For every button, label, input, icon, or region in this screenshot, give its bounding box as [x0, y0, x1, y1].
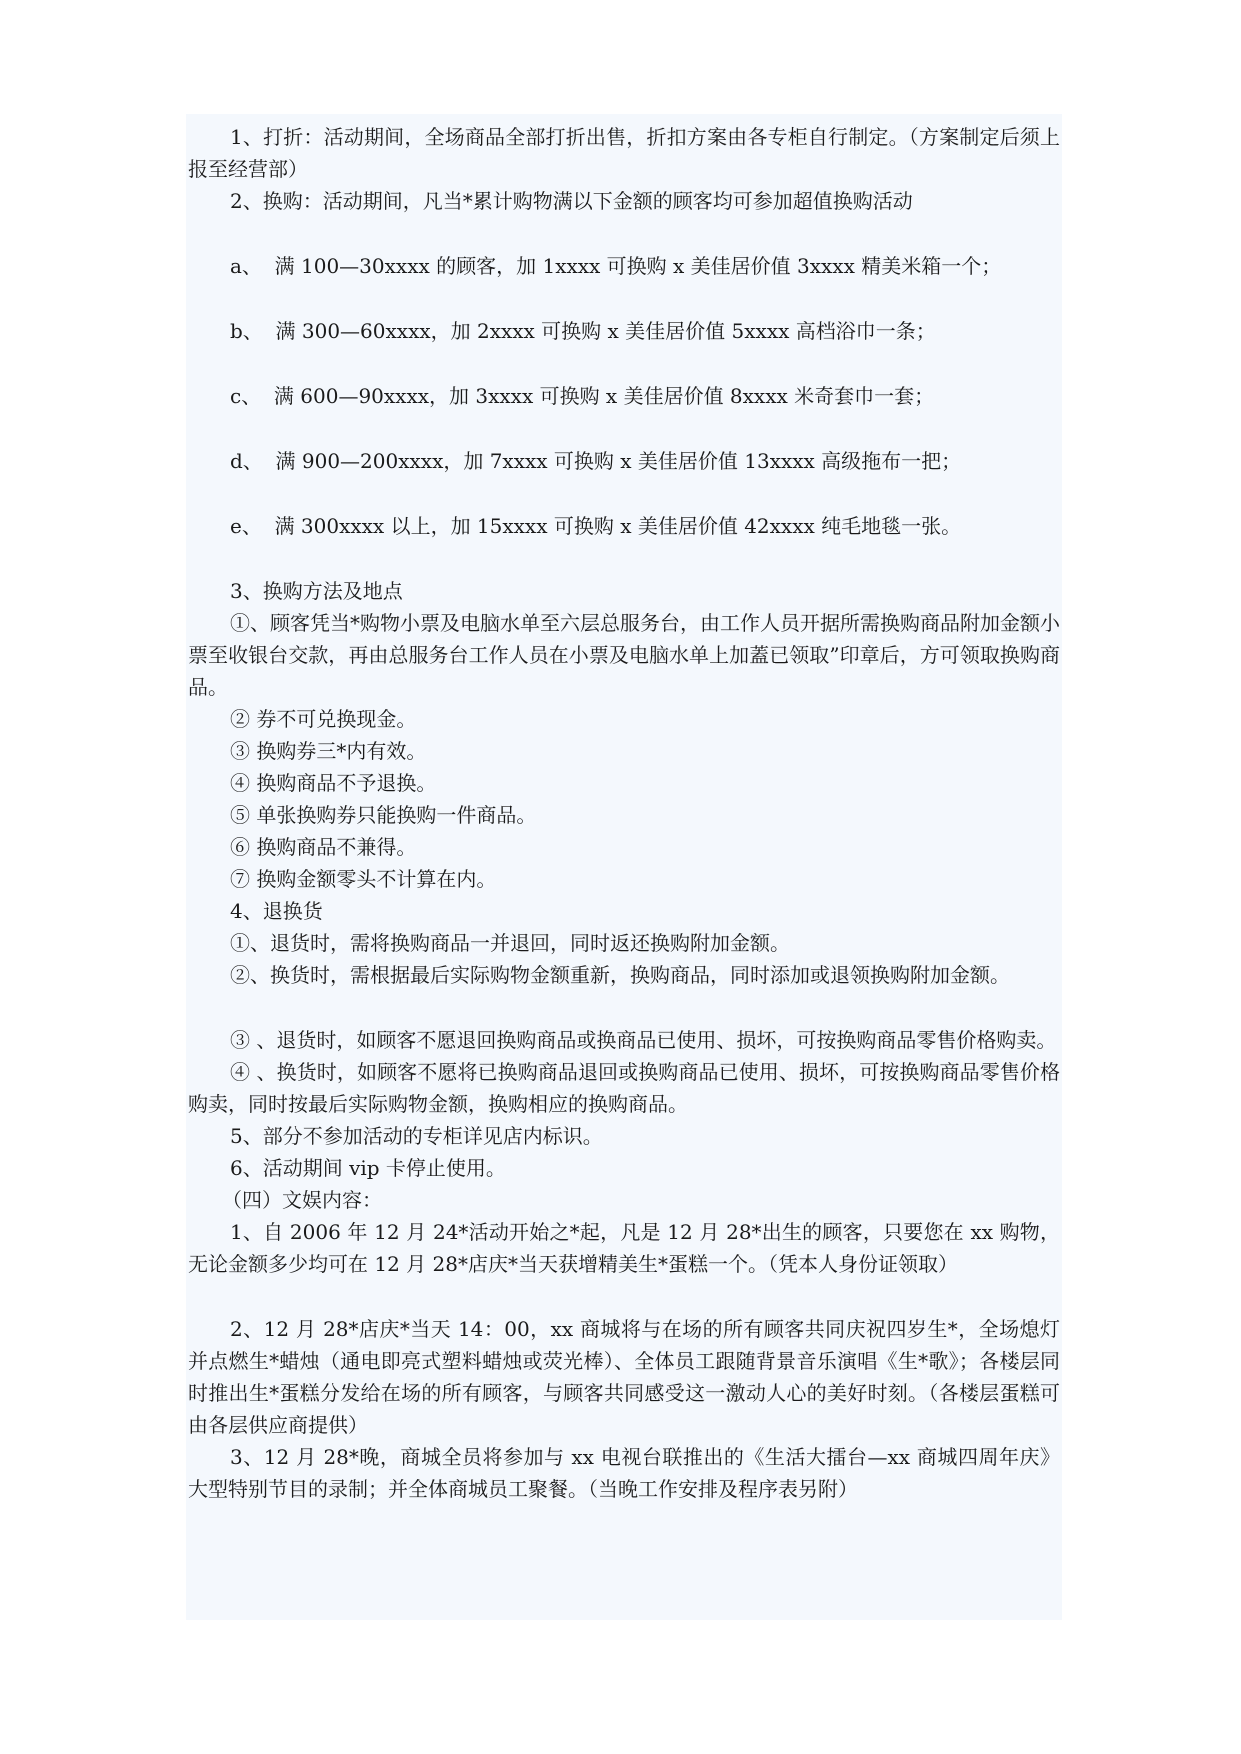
- option-e: [188, 510, 1060, 542]
- section-title-exchange-method: 3、换购方法及地点: [230, 579, 403, 603]
- option-text: 满 300xxxx 以上，加 15xxxx 可换购 x 美佳居价值 42xxxx 纯毛地毯一张。: [274, 514, 962, 538]
- option-marker: c、: [230, 384, 262, 408]
- option-marker: b、: [230, 319, 263, 343]
- rule-item: ⑥ 换购商品不兼得。: [230, 835, 417, 859]
- paragraph-excluded-counters: 5、部分不参加活动的专柜详见店内标识。: [230, 1124, 603, 1148]
- option-b: [188, 315, 1060, 347]
- option-text: 满 900—200xxxx，加 7xxxx 可换购 x 美佳居价值 13xxxx 高级拖布一把；: [275, 449, 962, 473]
- option-text: 满 100—30xxxx 的顾客，加 1xxxx 可换购 x 美佳居价值 3xxxx 精美米箱一个；: [274, 254, 1002, 278]
- option-d: [188, 445, 1060, 477]
- option-marker: e、: [230, 514, 262, 538]
- option-marker: d、: [230, 449, 263, 473]
- paragraph-discount: 1、打折：活动期间，全场商品全部打折出售，折扣方案由各专柜自行制定。（方案制定后须上报至经营部）: [188, 125, 1060, 181]
- option-c: [188, 380, 1060, 412]
- option-marker: a、: [230, 254, 262, 278]
- paragraph-return-2: ②、换货时，需根据最后实际购物金额重新，换购商品，同时添加或退领换购附加金额。: [230, 963, 1010, 987]
- rule-item: ④ 换购商品不予退换。: [230, 771, 437, 795]
- paragraph-exchange-method: ①、顾客凭当*购物小票及电脑水单至六层总服务台，由工作人员开据所需换购商品附加金额小票至收银台交款，再由总服务台工作人员在小票及电脑水单上加蓋已领取”印章后，方可领取换购商品。: [188, 611, 1060, 699]
- rule-item: ③ 换购券三*内有效。: [230, 739, 427, 763]
- paragraph-return-3: ③ 、退货时，如顾客不愿退回换购商品或换商品已使用、损坏，可按换购商品零售价格购卖。: [230, 1028, 1057, 1052]
- rule-item: ⑦ 换购金额零头不计算在内。: [230, 867, 497, 891]
- option-text: 满 300—60xxxx，加 2xxxx 可换购 x 美佳居价值 5xxxx 高档浴巾一条；: [275, 319, 936, 343]
- section-title-returns: 4、退换货: [230, 899, 323, 923]
- paragraph-return-1: ①、退货时，需将换购商品一并退回，同时返还换购附加金额。: [230, 931, 790, 955]
- option-text: 满 600—90xxxx，加 3xxxx 可换购 x 美佳居价值 8xxxx 米奇套巾一套；: [273, 384, 935, 408]
- section-title-entertainment: （四）文娱内容：: [222, 1188, 382, 1212]
- paragraph-event-1: 1、自 2006 年 12 月 24*活动开始之*起，凡是 12 月 28*出生的顾客，只要您在 xx 购物，无论金额多少均可在 12 月 28*店庆*当天获增精美生*蛋糕一个。（凭本人身份证领取）: [188, 1220, 1060, 1276]
- paragraph-exchange: 2、换购：活动期间，凡当*累计购物满以下金额的顾客均可参加超值换购活动: [230, 189, 913, 213]
- rule-item: ② 券不可兑换现金。: [230, 707, 417, 731]
- paragraph-vip: 6、活动期间 vip 卡停止使用。: [230, 1156, 506, 1180]
- option-a: [188, 250, 1060, 282]
- rule-item: ⑤ 单张换购券只能换购一件商品。: [230, 803, 537, 827]
- document-body: [188, 121, 1060, 1505]
- paragraph-event-2: 2、12 月 28*店庆*当天 14：00，xx 商城将与在场的所有顾客共同庆祝四岁生*，全场熄灯并点燃生*蜡烛（通电即亮式塑料蜡烛或荧光棒）、全体员工跟随背景音乐演唱《生*歌》；各楼层同时推出生*蛋糕分发给在场的所有顾客，与顾客共同感受这一激动人心的美好时刻。（各楼层蛋糕可由各层供应商提供）: [188, 1317, 1060, 1437]
- paragraph-return-4: ④ 、换货时，如顾客不愿将已换购商品退回或换购商品已使用、损坏，可按换购商品零售价格购卖，同时按最后实际购物金额，换购相应的换购商品。: [188, 1060, 1060, 1116]
- paragraph-event-3: 3、12 月 28*晚，商城全员将参加与 xx 电视台联推出的《生活大擂台—xx 商城四周年庆》大型特别节目的录制；并全体商城员工聚餐。（当晚工作安排及程序表另附）: [188, 1445, 1060, 1501]
